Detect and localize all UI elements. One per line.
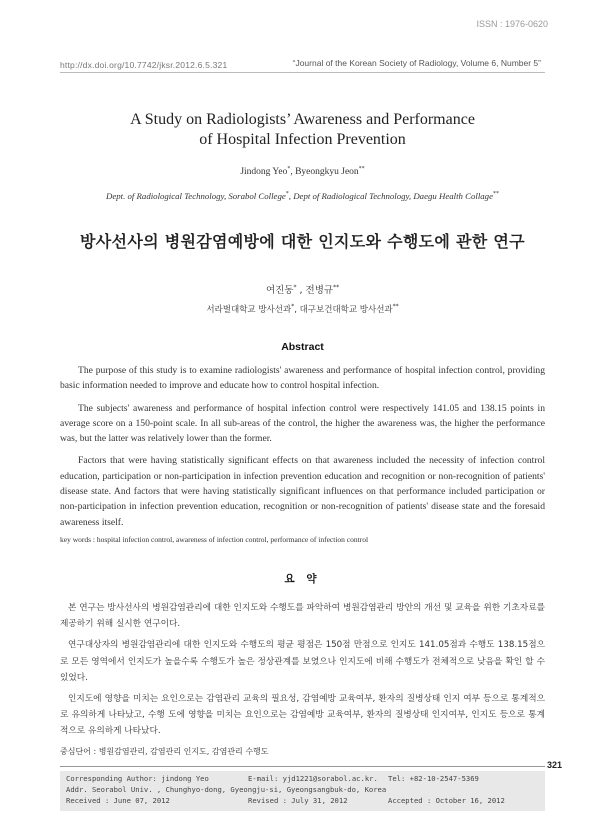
title-line-1: A Study on Radiologists’ Awareness and Performance: [130, 111, 475, 128]
abstract-paragraph-3: Factors that were having statistically significant effects on that awareness included the necessity of infection control education, participation or non-participation in infection prevention education and recognition or non-recognition of patients' disease state. And factors that were having statistically significant influences on that performance included participation or non-participation in infection prevention education, recognition or non-recognition of patients' disease state and the foresaid awareness itself.: [60, 455, 545, 528]
author-phone: Tel: +82-10-2547-5369: [388, 774, 479, 783]
received-date: Received : June 07, 2012: [66, 796, 170, 805]
author-separator: ,: [290, 167, 296, 177]
affiliations-korean: [60, 303, 545, 315]
affiliation-ko-separator: ,: [294, 305, 300, 315]
authors-english: [60, 167, 545, 177]
author-ko-2-mark: **: [333, 283, 340, 291]
footer-divider: [60, 766, 545, 767]
affiliation-separator: ,: [288, 191, 294, 201]
author-ko-1: 여진동: [265, 285, 294, 296]
author-email[interactable]: E-mail: yjd1221@sorabol.ac.kr.: [248, 774, 378, 783]
summary-heading-korean: 요 약: [284, 573, 321, 585]
header-divider: [60, 72, 545, 73]
paper-title-korean: 방사선사의 병원감염예방에 대한 인지도와 수행도에 관한 연구: [80, 232, 525, 251]
correspondence-footer: [60, 771, 545, 811]
affiliation-2: Dept of Radiological Technology, Daegu Health Collage: [293, 191, 493, 201]
revised-date: Revised : July 31, 2012: [248, 796, 348, 805]
author-2-mark: **: [358, 165, 365, 172]
author-ko-1-mark: *: [293, 283, 297, 291]
title-line-2: of Hospital Infection Prevention: [199, 131, 406, 148]
affiliation-ko-2-mark: **: [392, 303, 399, 311]
paper-title-english: [60, 110, 545, 150]
summary-paragraph-2: 연구대상자의 병원감염관리에 대한 인지도와 수행도의 평균 평점은 150점 만점으로 인지도 141.05점과 수행도 138.15점으로 모든 영역에서 인지도가 높을수록 수행도가 높은 정상관계를 보였으나 인지도에 비해 수행도가 전체적으로 낮음을 확인 할 수 있었다.: [60, 640, 545, 683]
footer-row-2: [66, 785, 539, 796]
keywords-english: key words : hospital infection control, awareness of infection control, performance of infection control: [60, 535, 369, 544]
abstract-paragraph-1: The purpose of this study is to examine radiologists' awareness and performance of hospital infection control, providing basic information needed to improve and educate how to control hospital infection.: [60, 365, 545, 392]
summary-paragraph-1: 본 연구는 방사선사의 병원감염관리에 대한 인지도와 수행도를 파악하여 병원감염관리 방안의 개선 및 교육을 위한 기초자료를 제공하기 위해 실시한 연구이다.: [60, 603, 545, 630]
abstract-body: [60, 363, 545, 537]
summary-paragraph-3: 인지도에 영향을 미치는 요인으로는 감염관리 교육의 필요성, 감염예방 교육여부, 환자의 질병상태 인지 여부 등으로 통계적으로 유의하게 나타났고, 수행 도에 영향을 미치는 요인으로는 감염예방 교육여부, 환자의 질병상태 인지여부, 인지도 등으로 통계적으로 유의하게 나타났다.: [60, 694, 545, 737]
summary-body-korean: [60, 600, 545, 745]
affiliations-english: [30, 191, 575, 201]
affiliation-2-mark: **: [492, 191, 499, 198]
author-1: Jindong Yeo: [240, 167, 288, 177]
page-number: 321: [546, 760, 562, 770]
affiliation-ko-2: 대구보건대학교 방사선과: [299, 305, 393, 315]
author-ko-separator: ,: [296, 285, 306, 296]
footer-row-3: [66, 796, 539, 807]
author-ko-2: 전병규: [305, 285, 334, 296]
abstract-heading: Abstract: [281, 341, 324, 353]
issn: ISSN : 1976-0620: [476, 19, 548, 29]
corresponding-author: Corresponding Author: jindong Yeo: [66, 774, 209, 783]
journal-name: “Journal of the Korean Society of Radiology, Volume 6, Number 5”: [292, 58, 541, 68]
footer-row-1: [66, 774, 539, 785]
accepted-date: Accepted : October 16, 2012: [388, 796, 505, 805]
doi-link[interactable]: http://dx.doi.org/10.7742/jksr.2012.6.5.321: [60, 60, 228, 70]
affiliation-ko-1: 서라벌대학교 방사선과: [206, 305, 292, 315]
author-2: Byeongkyu Jeon: [295, 167, 359, 177]
author-1-mark: *: [287, 165, 291, 172]
keywords-korean: 중심단어 : 병원감염관리, 감염관리 인지도, 감염관리 수행도: [60, 747, 269, 756]
abstract-paragraph-2: The subjects' awareness and performance of hospital infection control were respectively 141.05 and 138.15 points in average score on a 150-point scale. In all sub-areas of the control, the higher the awareness was, the higher the performance was, but the latter was relatively lower than the former.: [60, 402, 545, 445]
authors-korean: [60, 282, 545, 296]
affiliation-ko-1-mark: *: [291, 303, 295, 311]
affiliation-1: Dept. of Radiological Technology, Sorabol College: [106, 191, 286, 201]
author-address: Addr. Seorabol Univ. , Chunghyo-dong, Gyeongju-si, Gyeongsangbuk-do, Korea: [66, 785, 387, 794]
affiliation-1-mark: *: [285, 191, 289, 198]
